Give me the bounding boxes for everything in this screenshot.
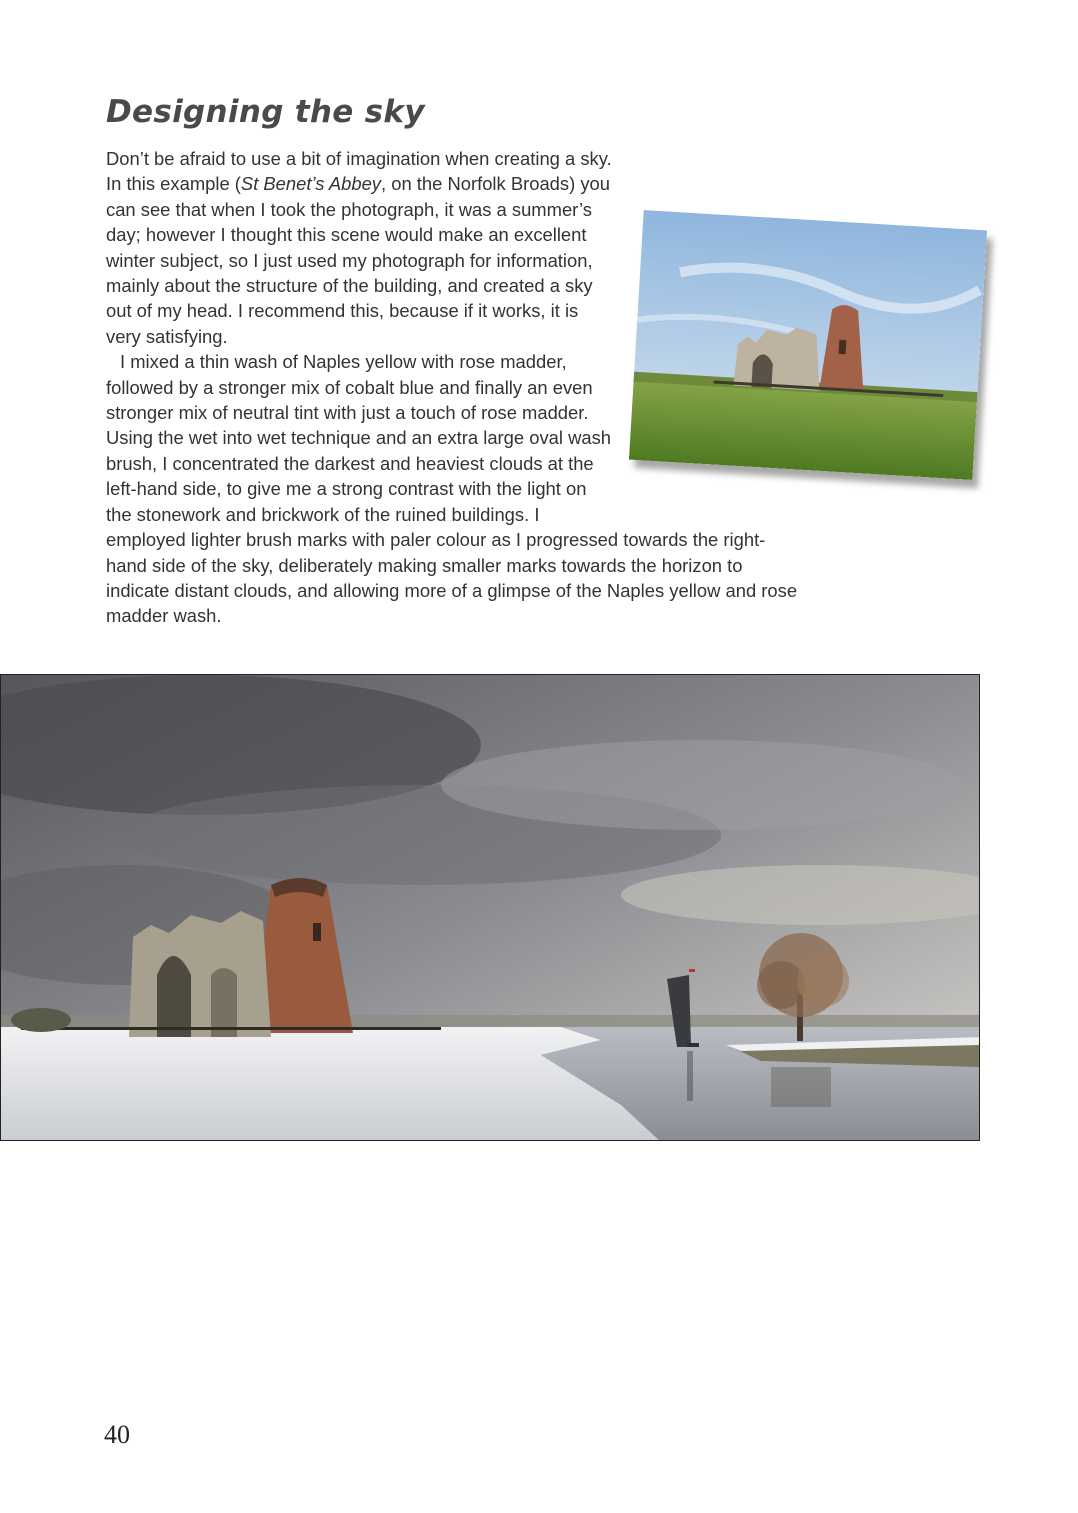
winter-abbey-painting	[1, 675, 980, 1141]
page-heading: Designing the sky	[106, 94, 425, 130]
reference-photograph	[629, 210, 987, 480]
summer-abbey-photo	[629, 210, 987, 480]
winter-painting	[0, 674, 980, 1141]
paragraph-1-end: , on the Norfolk Broads) you can see that when I took the photograph, it was a summer’s day; however I thought this scene would make an excellent winter subject, so I just used my photograph for information, mainly about the structure of the building, and created a sky out of my head. I recommend this, because if it works, it is very satisfying.	[106, 173, 610, 347]
page-number: 40	[104, 1420, 130, 1449]
artwork-title: St Benet’s Abbey	[240, 173, 381, 195]
paragraph-2: I mixed a thin wash of Naples yellow with rose madder, followed by a stronger mix of cobalt blue and finally an even stronger mix of neutral tint with just a touch of rose madder. Using the wet into wet technique and an extra large oval wash brush, I concentrated the darkest and heaviest clouds at the left-hand side, to give me a strong contrast with the light on the stonework and brickwork of the ruined buildings. I employed lighter brush marks with paler colour as I progressed towards the right-hand side of the sky, deliberately making smaller marks towards the horizon to indicate distant clouds, and allowing more of a glimpse of the Naples yellow and rose madder wash.	[106, 351, 798, 627]
paragraph-1-start: Don’t be afraid to use a bit of imagination when creating a sky. In this example (	[106, 148, 612, 195]
